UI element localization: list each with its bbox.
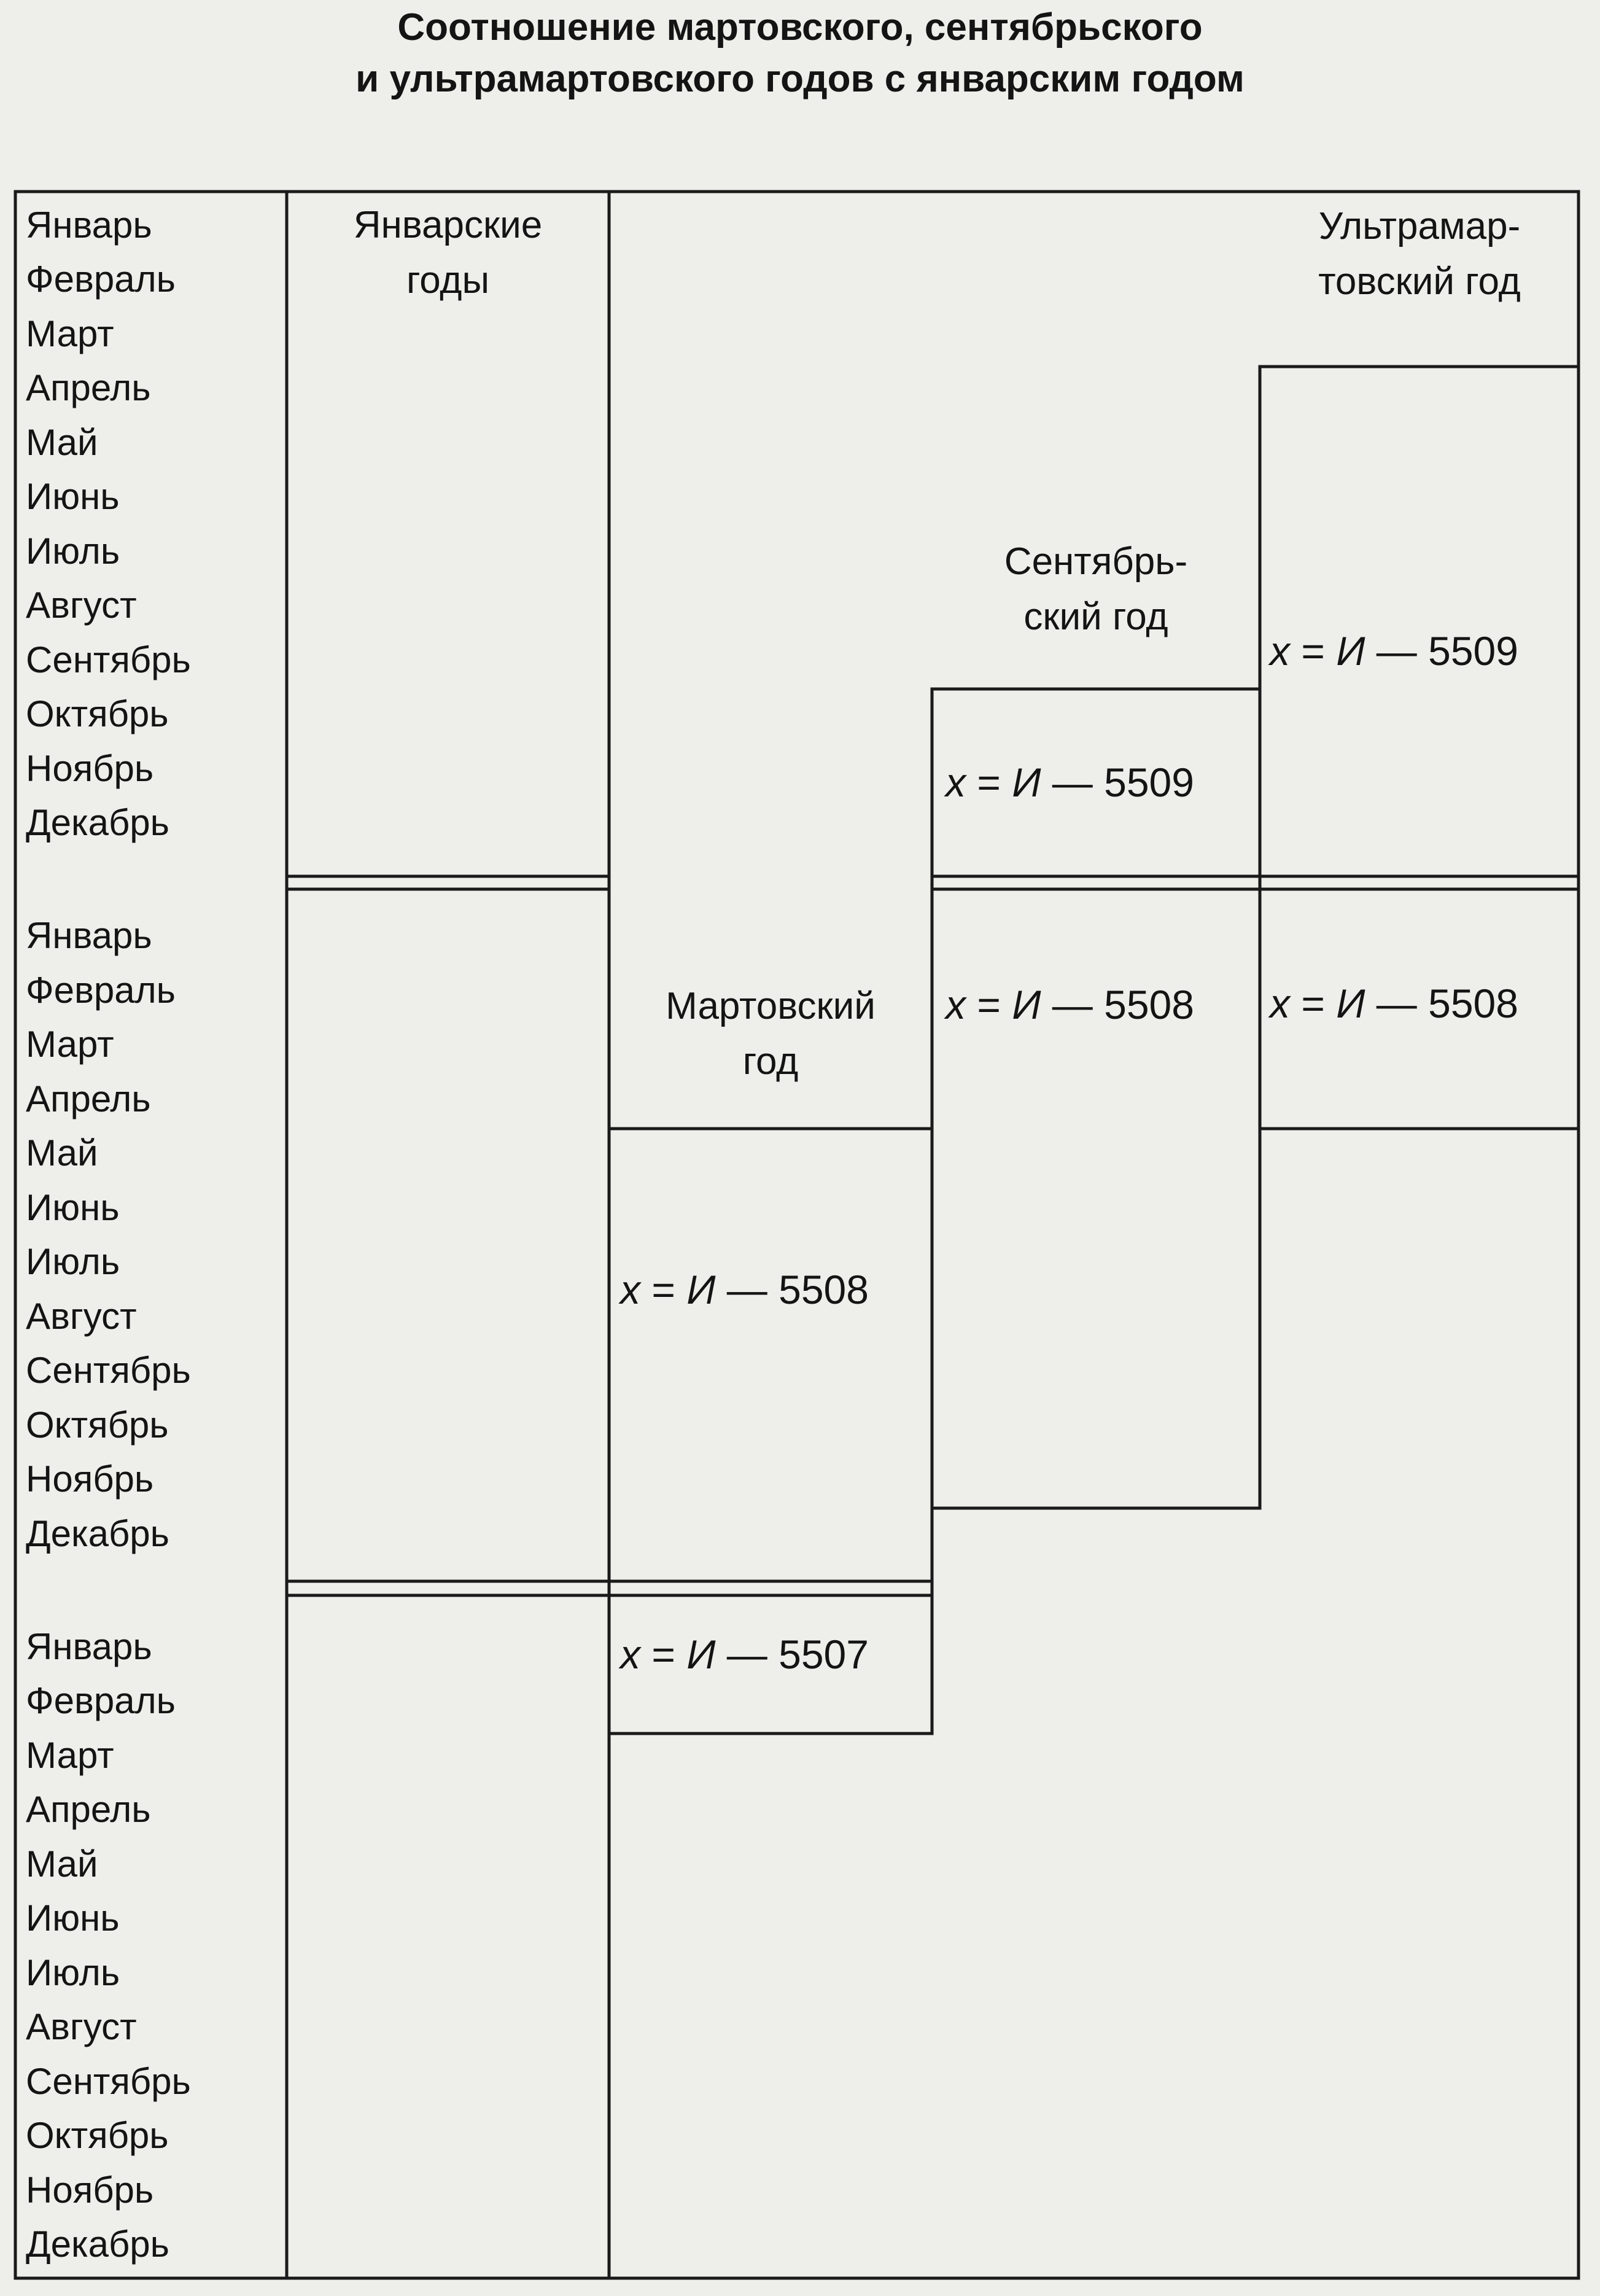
formula-symbol: И xyxy=(1012,760,1041,805)
september-formula-5508 xyxy=(946,980,1194,1029)
formula-symbol: И xyxy=(1012,982,1041,1027)
march-formula-5507 xyxy=(620,1630,869,1679)
formula-variable: x xyxy=(1270,981,1290,1026)
month-label: Август xyxy=(26,1296,137,1337)
formula-equals: = xyxy=(1290,981,1337,1026)
formula-symbol: И xyxy=(1336,981,1365,1026)
month-label: Ноябрь xyxy=(26,2170,154,2211)
month-label: Сентябрь xyxy=(26,1350,191,1391)
month-label: Октябрь xyxy=(26,1404,169,1446)
january-years-heading-line-2: годы xyxy=(406,259,490,302)
march-year-heading-line-2: год xyxy=(742,1040,799,1083)
september-year-heading xyxy=(935,534,1257,645)
formula-number: 5508 xyxy=(1104,982,1194,1027)
month-label: Январь xyxy=(26,204,152,246)
month-label: Май xyxy=(26,1843,98,1885)
march-year-heading-line-1: Мартовский xyxy=(666,985,876,1027)
month-label: Апрель xyxy=(26,367,151,408)
month-label: Июнь xyxy=(26,1897,120,1939)
formula-number: 5509 xyxy=(1428,628,1518,674)
formula-equals: = xyxy=(966,760,1012,805)
month-label: Май xyxy=(26,1132,98,1173)
month-label: Декабрь xyxy=(26,1513,169,1554)
month-label: Декабрь xyxy=(26,2224,169,2265)
month-label: Июль xyxy=(26,1241,120,1282)
formula-equals: = xyxy=(1290,628,1337,674)
formula-number: 5509 xyxy=(1104,760,1194,805)
ultramarch-year-heading-line-2: товский год xyxy=(1318,260,1521,303)
formula-symbol: И xyxy=(686,1632,716,1677)
march-year-heading xyxy=(612,979,929,1089)
formula-equals: = xyxy=(640,1632,687,1677)
month-label: Январь xyxy=(26,915,152,956)
september-year-heading-line-1: Сентябрь- xyxy=(1004,540,1188,583)
january-years-heading-line-1: Январские xyxy=(353,204,543,246)
month-label: Октябрь xyxy=(26,693,169,734)
month-label: Март xyxy=(26,1735,114,1776)
formula-variable: x xyxy=(620,1632,640,1677)
formula-number: 5508 xyxy=(779,1267,869,1312)
month-label: Сентябрь xyxy=(26,2061,191,2102)
month-label: Июнь xyxy=(26,476,120,517)
september-year-box xyxy=(932,689,1260,1734)
formula-symbol: И xyxy=(686,1267,716,1312)
month-label: Август xyxy=(26,585,137,626)
formula-dash: — xyxy=(715,1632,779,1677)
month-label: Ноябрь xyxy=(26,1458,154,1500)
formula-equals: = xyxy=(966,982,1012,1027)
month-label: Август xyxy=(26,2006,137,2047)
formula-variable: x xyxy=(946,982,966,1027)
formula-dash: — xyxy=(1041,982,1105,1027)
month-label: Февраль xyxy=(26,259,176,300)
march-formula-5508 xyxy=(620,1265,869,1314)
month-label: Июль xyxy=(26,1952,120,1993)
month-label: Октябрь xyxy=(26,2115,169,2156)
month-label: Июнь xyxy=(26,1187,120,1228)
formula-dash: — xyxy=(1365,628,1429,674)
month-label: Апрель xyxy=(26,1789,151,1830)
month-label: Июль xyxy=(26,531,120,572)
formula-equals: = xyxy=(640,1267,687,1312)
title-line-1: Соотношение мартовского, сентябрьского xyxy=(397,6,1203,49)
formula-dash: — xyxy=(1041,760,1105,805)
title-line-2: и ультрамартовского годов с январским годом xyxy=(355,58,1245,100)
september-formula-5509 xyxy=(946,758,1194,807)
ultramarch-formula-5508 xyxy=(1270,979,1518,1028)
formula-symbol: И xyxy=(1336,628,1365,674)
formula-variable: x xyxy=(620,1267,640,1312)
formula-variable: x xyxy=(946,760,966,805)
month-label: Февраль xyxy=(26,970,176,1011)
formula-variable: x xyxy=(1270,628,1290,674)
month-label: Март xyxy=(26,1024,114,1065)
month-label: Сентябрь xyxy=(26,639,191,680)
ultramarch-formula-5509 xyxy=(1270,626,1518,675)
ultramarch-year-heading-line-1: Ультрамар- xyxy=(1318,205,1521,247)
month-label: Январь xyxy=(26,1626,152,1667)
formula-dash: — xyxy=(715,1267,779,1312)
formula-number: 5507 xyxy=(779,1632,869,1677)
month-label: Март xyxy=(26,313,114,354)
september-year-heading-line-2: ский год xyxy=(1023,596,1168,638)
formula-number: 5508 xyxy=(1428,981,1518,1026)
january-years-heading xyxy=(290,198,606,308)
ultramarch-year-heading xyxy=(1263,199,1576,309)
month-label: Декабрь xyxy=(26,802,169,843)
month-label: Апрель xyxy=(26,1078,151,1119)
month-label: Май xyxy=(26,422,98,463)
month-label: Ноябрь xyxy=(26,748,154,789)
month-label: Февраль xyxy=(26,1680,176,1721)
outer-frame xyxy=(15,192,1579,2278)
formula-dash: — xyxy=(1365,981,1429,1026)
